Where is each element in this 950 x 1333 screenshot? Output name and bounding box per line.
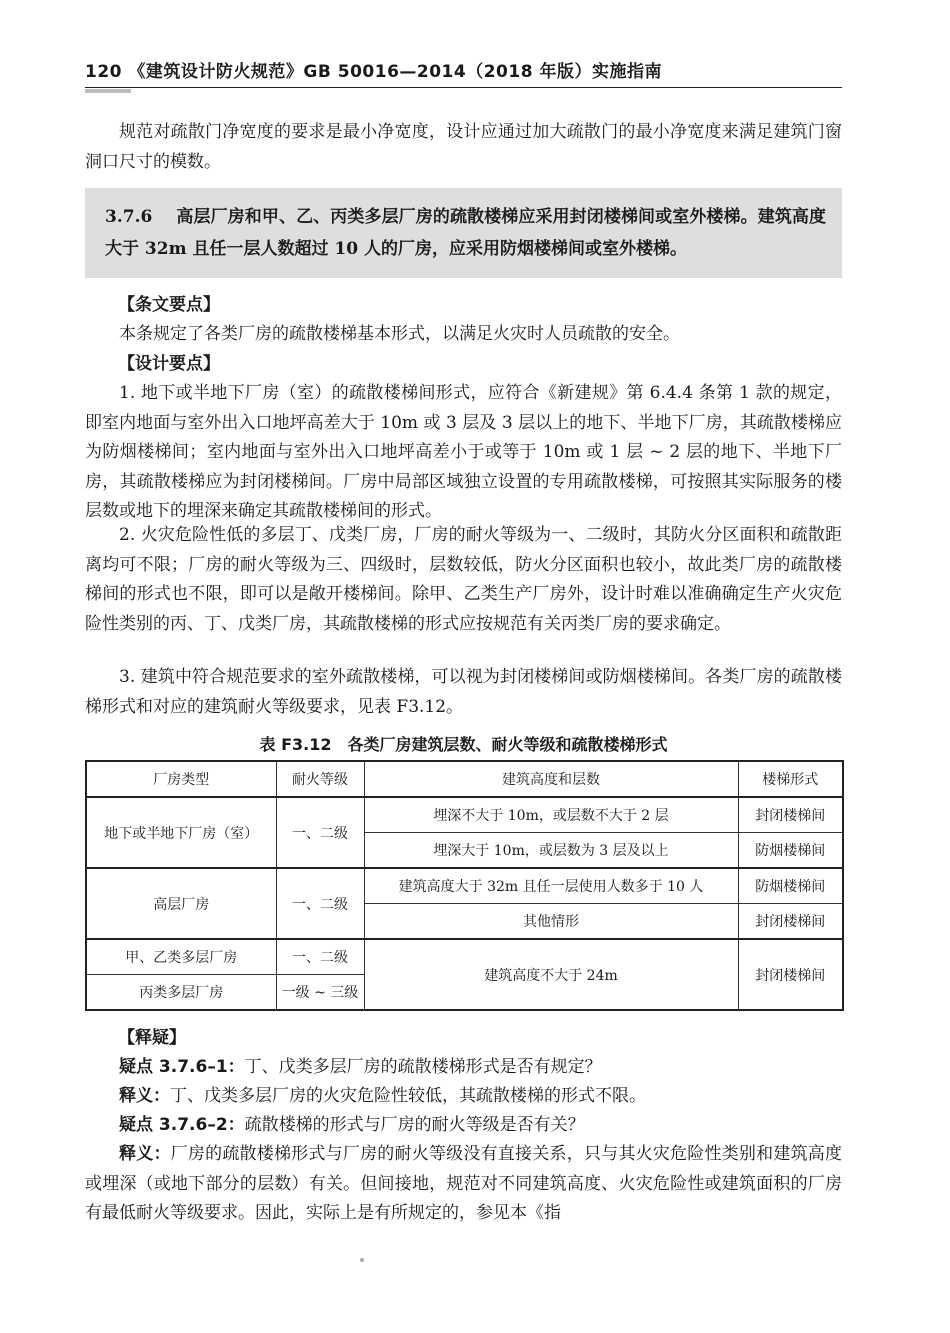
stair-type-table [85,760,844,1011]
table-title: 表 F3.12 各类厂房建筑层数、耐火等级和疏散楼梯形式 [259,735,668,754]
faq-answer-2 [85,1140,842,1229]
design-point-3: 3. 建筑中符合规范要求的室外疏散楼梯，可以视为封闭楼梯间或防烟楼梯间。各类厂房的疏散楼梯形式和对应的建筑耐火等级要求，见表 F3.12。 [85,667,842,717]
table-header-cell: 厂房类型 [86,761,276,797]
faq-answer-1 [85,1082,842,1112]
clause-number: 3.7.6 [105,207,153,227]
book-title: 《建筑设计防火规范》GB 50016—2014（2018 年版）实施指南 [128,62,662,82]
faq-question-1 [85,1053,842,1083]
table-cell: 丙类多层厂房 [86,975,276,1011]
faq-answer-label: 释义： [119,1086,170,1106]
design-points-heading: 【设计要点】 [118,354,220,374]
intro-paragraph: 规范对疏散门净宽度的要求是最小净宽度，设计应通过加大疏散门的最小净宽度来满足建筑门窗洞口尺寸的模数。 [85,122,842,172]
key-points-heading: 【条文要点】 [118,295,220,315]
faq-answer-label: 释义： [119,1144,171,1164]
table-header-cell: 建筑高度和层数 [364,761,738,797]
faq-question-label: 疑点 3.7.6–2： [119,1115,245,1135]
header-mark [85,89,131,93]
table-cell: 封闭楼梯间 [738,904,843,940]
faq-question-text: 疏散楼梯的形式与厂房的耐火等级是否有关？ [244,1115,585,1135]
faq-answer-text: 丁、戊类多层厂房的火灾危险性较低，其疏散楼梯的形式不限。 [170,1086,646,1106]
key-points-text: 本条规定了各类厂房的疏散楼梯基本形式，以满足火灾时人员疏散的安全。 [119,324,680,344]
faq-heading: 【释疑】 [118,1028,186,1048]
table-cell: 防烟楼梯间 [738,833,843,869]
table-cell: 建筑高度不大于 24m [364,939,738,1010]
table-cell: 埋深大于 10m，或层数为 3 层及以上 [364,833,738,869]
clause-text: 高层厂房和甲、乙、丙类多层厂房的疏散楼梯应采用封闭楼梯间或室外楼梯。建筑高度大于 32m 且任一层人数超过 10 人的厂房，应采用防烟楼梯间或室外楼梯。 [105,207,827,259]
table-cell: 一级 ~ 三级 [276,975,364,1011]
table-row [86,868,843,904]
table-cell: 一、二级 [276,797,364,868]
table-cell: 防烟楼梯间 [738,868,843,904]
running-header [85,58,842,86]
table-cell: 一、二级 [276,939,364,975]
table-row [86,797,843,833]
table-cell: 其他情形 [364,904,738,940]
table-row [86,939,843,975]
design-point-2: 2. 火灾危险性低的多层丁、戊类厂房，厂房的耐火等级为一、二级时，其防火分区面积和疏散距离均可不限；厂房的耐火等级为三、四级时，层数较低，防火分区面积也较小，故此类厂房的疏散楼梯间的形式也不限，即可以是敞开楼梯间。除甲、乙类生产厂房外，设计时难以准确确定生产火灾危险性类别的丙、丁、戊类厂房，其疏散楼梯的形式应按规范有关丙类厂房的要求确定。 [85,525,842,634]
table-cell: 地下或半地下厂房（室） [86,797,276,868]
faq-question-text: 丁、戊类多层厂房的疏散楼梯形式是否有规定？ [244,1057,602,1077]
design-point-1: 1. 地下或半地下厂房（室）的疏散楼梯间形式，应符合《新建规》第 6.4.4 条第 1 款的规定，即室内地面与室外出入口地坪高差大于 10m 或 3 层及 3 层以上的地下、半地下厂房，其疏散楼梯应为防烟楼梯间；室内地面与室外出入口地坪高差小于或等于 10m 或 1 层 ~ 2 层的地下、半地下厂房，其疏散楼梯应为封闭楼梯间。厂房中局部区域独立设置的专用疏散楼梯，可按照其实际服务的楼层数或地下的埋深来确定其疏散楼梯间的形式。 [85,383,842,521]
table-cell: 一、二级 [276,868,364,939]
table-cell: 埋深不大于 10m，或层数不大于 2 层 [364,797,738,833]
table-cell: 甲、乙类多层厂房 [86,939,276,975]
header-rule [85,87,842,88]
table-header-row [86,761,843,797]
table-cell: 高层厂房 [86,868,276,939]
table-cell: 建筑高度大于 32m 且任一层使用人数多于 10 人 [364,868,738,904]
table-cell: 封闭楼梯间 [738,797,843,833]
page-number: 120 [85,62,122,82]
faq-question-label: 疑点 3.7.6–1： [119,1057,245,1077]
faq-question-2 [85,1111,842,1141]
table-header-cell: 耐火等级 [276,761,364,797]
scan-speck [360,1258,364,1262]
table-cell: 封闭楼梯间 [738,939,843,1010]
faq-answer-text: 厂房的疏散楼梯形式与厂房的耐火等级没有直接关系，只与其火灾危险性类别和建筑高度或埋深（或地下部分的层数）有关。但间接地，规范对不同建筑高度、火灾危险性或建筑面积的厂房有最低耐火等级要求。因此，实际上是有所规定的，参见本《指 [85,1144,843,1223]
table-header-cell: 楼梯形式 [738,761,843,797]
clause-box [85,188,842,278]
